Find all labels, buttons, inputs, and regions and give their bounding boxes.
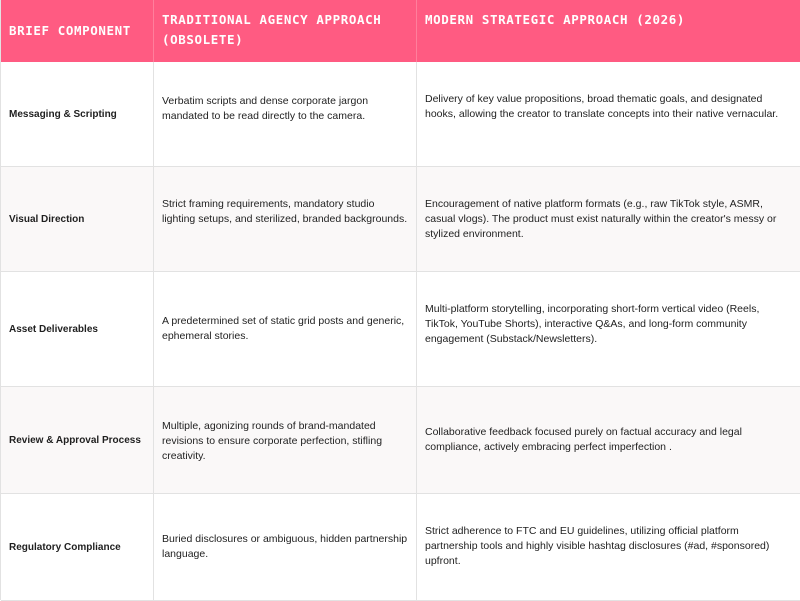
row-traditional-compliance: Buried disclosures or ambiguous, hidden partnership language. <box>154 494 417 601</box>
row-label-messaging: Messaging & Scripting <box>1 62 154 167</box>
row-modern-visual: Encouragement of native platform formats (e.g., raw TikTok style, ASMR, casual vlogs). The product must exist naturally within the creator's messy or stylized environment. <box>417 167 800 272</box>
row-label-assets: Asset Deliverables <box>1 272 154 387</box>
row-modern-review: Collaborative feedback focused purely on factual accuracy and legal compliance, actively embracing perfect imperfection . <box>417 387 800 494</box>
header-traditional-approach: TRADITIONAL AGENCY APPROACH (OBSOLETE) <box>154 0 417 62</box>
row-label-visual: Visual Direction <box>1 167 154 272</box>
row-label-compliance: Regulatory Compliance <box>1 494 154 601</box>
header-modern-approach: MODERN STRATEGIC APPROACH (2026) <box>417 0 800 62</box>
row-traditional-assets: A predetermined set of static grid posts and generic, ephemeral stories. <box>154 272 417 387</box>
row-label-review: Review & Approval Process <box>1 387 154 494</box>
header-brief-component: BRIEF COMPONENT <box>1 0 154 62</box>
row-modern-compliance: Strict adherence to FTC and EU guidelines, utilizing official platform partnership tools and highly visible hashtag disclosures (#ad, #sponsored) upfront. <box>417 494 800 601</box>
row-traditional-messaging: Verbatim scripts and dense corporate jargon mandated to be read directly to the camera. <box>154 62 417 167</box>
row-traditional-visual: Strict framing requirements, mandatory studio lighting setups, and sterilized, branded backgrounds. <box>154 167 417 272</box>
row-modern-messaging: Delivery of key value propositions, broad thematic goals, and designated hooks, allowing the creator to translate concepts into their native vernacular. <box>417 62 800 167</box>
row-traditional-review: Multiple, agonizing rounds of brand-mandated revisions to ensure corporate perfection, stifling creativity. <box>154 387 417 494</box>
row-modern-assets: Multi-platform storytelling, incorporating short-form vertical video (Reels, TikTok, YouTube Shorts), interactive Q&As, and long-form community engagement (Substack/Newsletters). <box>417 272 800 387</box>
